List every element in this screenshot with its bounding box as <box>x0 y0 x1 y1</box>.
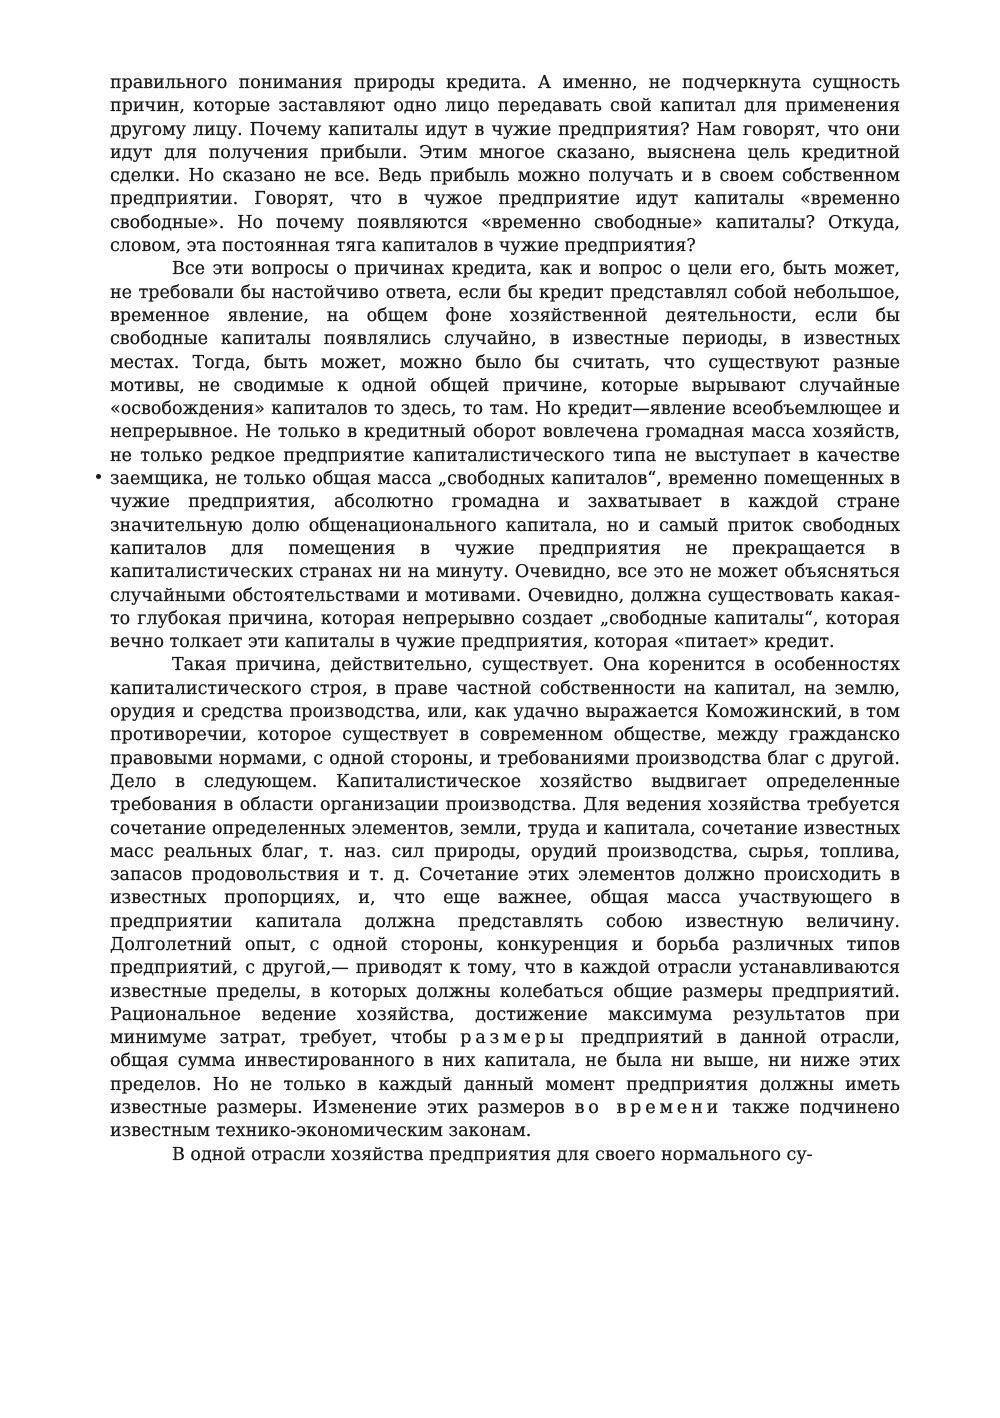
paragraph-3 <box>110 654 900 1143</box>
paragraph-3-text-middle: предприятий в данной отрасли, общая сумма инвестированного в них капитала, не была ни выше, ни ниже этих пределов. Но не только в каждый данный момент предприятия должны иметь известные размеры. Изменение этих размеров <box>110 1028 900 1119</box>
paragraph-3-text-before: Такая причина, действительно, существует. Она коренится в особенностях капиталистического строя, в праве частной собственности на капитал, на землю, орудия и средства производства, или, как удачно выражается Коможинский, в том противоречии, которое существует в современном обществе, между гражданско правовыми нормами, с одной стороны, и требованиями производства благ с другой. Дело в следующем. Капиталистическое хозяйство выдвигает определенные требования в области организации производства. Для ведения хозяйства требуется сочетание определенных элементов, земли, труда и капитала, сочетание известных масс реальных благ, т. наз. сил природы, орудий производства, сырья, топлива, запасов продовольствия и т. д. Сочетание этих элементов должно происходить в известных пропорциях, и, что еще важнее, общая масса участвующего в предприятии капитала должна представлять собою известную величину. Долголетний опыт, с одной стороны, конкуренция и борьба различных типов предприятий, с другой,— приводят к тому, что в каждой отрасли устанавливаются известные пределы, в которых должны колебаться общие размеры предприятий. Рациональное ведение хозяйства, достижение максимума результатов при минимуме затрат, требует, чтобы <box>110 655 900 1049</box>
paragraph-2: Все эти вопросы о причинах кредита, как и вопрос о цели его, быть может, не требовали бы настойчиво ответа, если бы кредит представлял собой небольшое, временное явление, на общем фоне хозяйственной деятельности, если бы свободные капиталы появлялись случайно, в известные периоды, в известных местах. Тогда, быть может, можно было бы считать, что существуют разные мотивы, не сводимые к одной общей причине, которые вырывают случайные «освобождения» капиталов то здесь, то там. Но кредит—явление всеобъемлющее и непрерывное. Не только в кредитный оборот вовлечена громадная масса хозяйств, не только редкое предприятие капиталистического типа не выступает в качестве заемщика, не только общая масса „свободных капиталов“, временно помещенных в чужие предприятия, абсолютно громадна и захватывает в каждой стране значительную долю общенационального капитала, но и самый приток свободных капиталов для помещения в чужие предприятия не прекращается в капиталистических странах ни на минуту. Очевидно, все это не может объясняться случайными обстоятельствами и мотивами. Очевидно, должна существовать какая-то глубокая причина, которая непрерывно создает „свободные капиталы“, которая вечно толкает эти капиталы в чужие предприятия, которая «питает» кредит. <box>110 259 900 653</box>
document-page <box>110 72 900 1167</box>
paragraph-4: В одной отрасли хозяйства предприятия для своего нормального су- <box>172 1144 813 1165</box>
stray-ink-mark <box>96 474 101 479</box>
emphasized-phrase-in-time: во времени <box>574 1098 723 1119</box>
paragraph-1: правильного понимания природы кредита. А именно, не подчеркнута сущность причин, которые заставляют одно лицо передавать свой капитал для применения другому лицу. Почему капиталы идут в чужие предприятия? Нам говорят, что они идут для получения прибыли. Этим многое сказано, выяснена цель кредитной сделки. Но сказано не все. Ведь прибыль можно получать и в своем собственном предприятии. Говорят, что в чужое предприятие идут капиталы «временно свободные». Но почему появляются «временно свободные» капиталы? Откуда, словом, эта постоянная тяга капиталов в чужие предприятия? <box>110 73 900 257</box>
emphasized-word-sizes: размеры <box>460 1028 568 1049</box>
paragraph-3-text-after: также подчинено известным технико-экономическим законам. <box>110 1098 900 1142</box>
